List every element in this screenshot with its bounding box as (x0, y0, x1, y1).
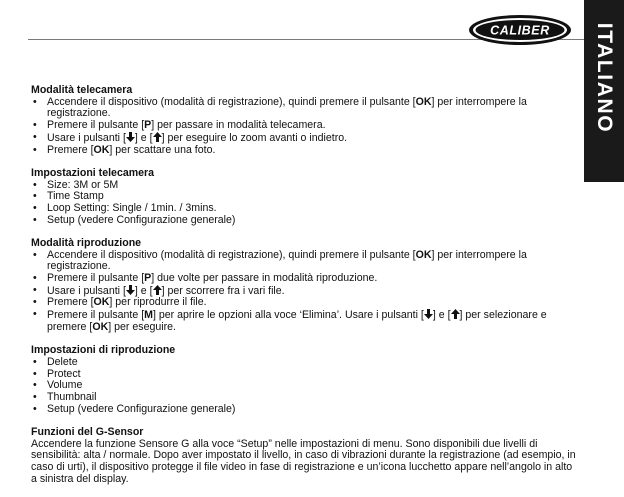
bullet-list (31, 357, 579, 416)
list-item: • Usare i pulsanti [ ] e [ ] per eseguire lo zoom avanti o indietro. (31, 132, 579, 145)
bullet-list (31, 97, 579, 157)
list-item: • Accendere il dispositivo (modalità di registrazione), quindi premere il pulsante [OK] per interrompere la registrazione. (31, 97, 579, 120)
up-arrow-icon (451, 309, 460, 319)
caliber-logo (468, 14, 572, 46)
list-item: • Premere il pulsante [P] per passare in modalità telecamera. (31, 120, 579, 132)
list-item: • Premere il pulsante [M] per aprire le opzioni alla voce ‘Elimina’. Usare i pulsanti [ ] e [ ] per selezionare e premere [OK] per eseguire. (31, 309, 579, 333)
down-arrow-icon (126, 132, 135, 142)
up-arrow-icon (153, 132, 162, 142)
list-item: • Protect (31, 369, 579, 381)
section-playback-settings (31, 345, 579, 415)
logo-text: CALIBER (490, 23, 550, 38)
section-camera-mode (31, 85, 579, 156)
language-tab-label: ITALIANO (593, 22, 616, 134)
section-heading: Impostazioni di riproduzione (31, 344, 176, 357)
language-tab (584, 0, 624, 182)
bullet-list (31, 180, 579, 227)
list-item: • Loop Setting: Single / 1min. / 3mins. (31, 203, 579, 215)
list-item: • Size: 3M or 5M (31, 180, 579, 192)
list-item: • Premere [OK] per scattare una foto. (31, 145, 579, 157)
section-heading: Modalità telecamera (31, 84, 133, 96)
list-item: • Setup (vedere Configurazione generale) (31, 215, 579, 227)
list-item: • Setup (vedere Configurazione generale) (31, 404, 579, 416)
list-item: • Time Stamp (31, 191, 579, 203)
list-item: • Premere il pulsante [P] due volte per passare in modalità riproduzione. (31, 273, 579, 285)
manual-content (31, 85, 579, 497)
up-arrow-icon (153, 285, 162, 295)
gsensor-paragraph: Accendere la funzione Sensore G alla voce “Setup” nelle impostazioni di menu. Sono disponibili due livelli di sensibilità: alta / normale. Dopo aver impostato il livello, in caso di vibrazioni durante la registrazione (ad esempio, in caso di urti), il dispositivo protegge il file video in fase di registrazione e un’icona lucchetto appare nell’angolo in alto a sinistra del display. (31, 437, 576, 485)
section-heading: Funzioni del G-Sensor (31, 425, 144, 438)
down-arrow-icon (126, 285, 135, 295)
down-arrow-icon (424, 309, 433, 319)
list-item: • Delete (31, 357, 579, 369)
bullet-list (31, 250, 579, 334)
section-heading: Impostazioni telecamera (31, 166, 155, 179)
section-gsensor (31, 427, 579, 486)
section-camera-settings (31, 168, 579, 227)
list-item: • Usare i pulsanti [ ] e [ ] per scorrere fra i vari file. (31, 285, 579, 298)
list-item: • Volume (31, 380, 579, 392)
section-playback-mode (31, 238, 579, 334)
section-heading: Modalità riproduzione (31, 236, 142, 249)
list-item: • Thumbnail (31, 392, 579, 404)
list-item: • Accendere il dispositivo (modalità di registrazione), quindi premere il pulsante [OK] per interrompere la registrazione. (31, 250, 579, 273)
list-item: • Premere [OK] per riprodurre il file. (31, 297, 579, 309)
